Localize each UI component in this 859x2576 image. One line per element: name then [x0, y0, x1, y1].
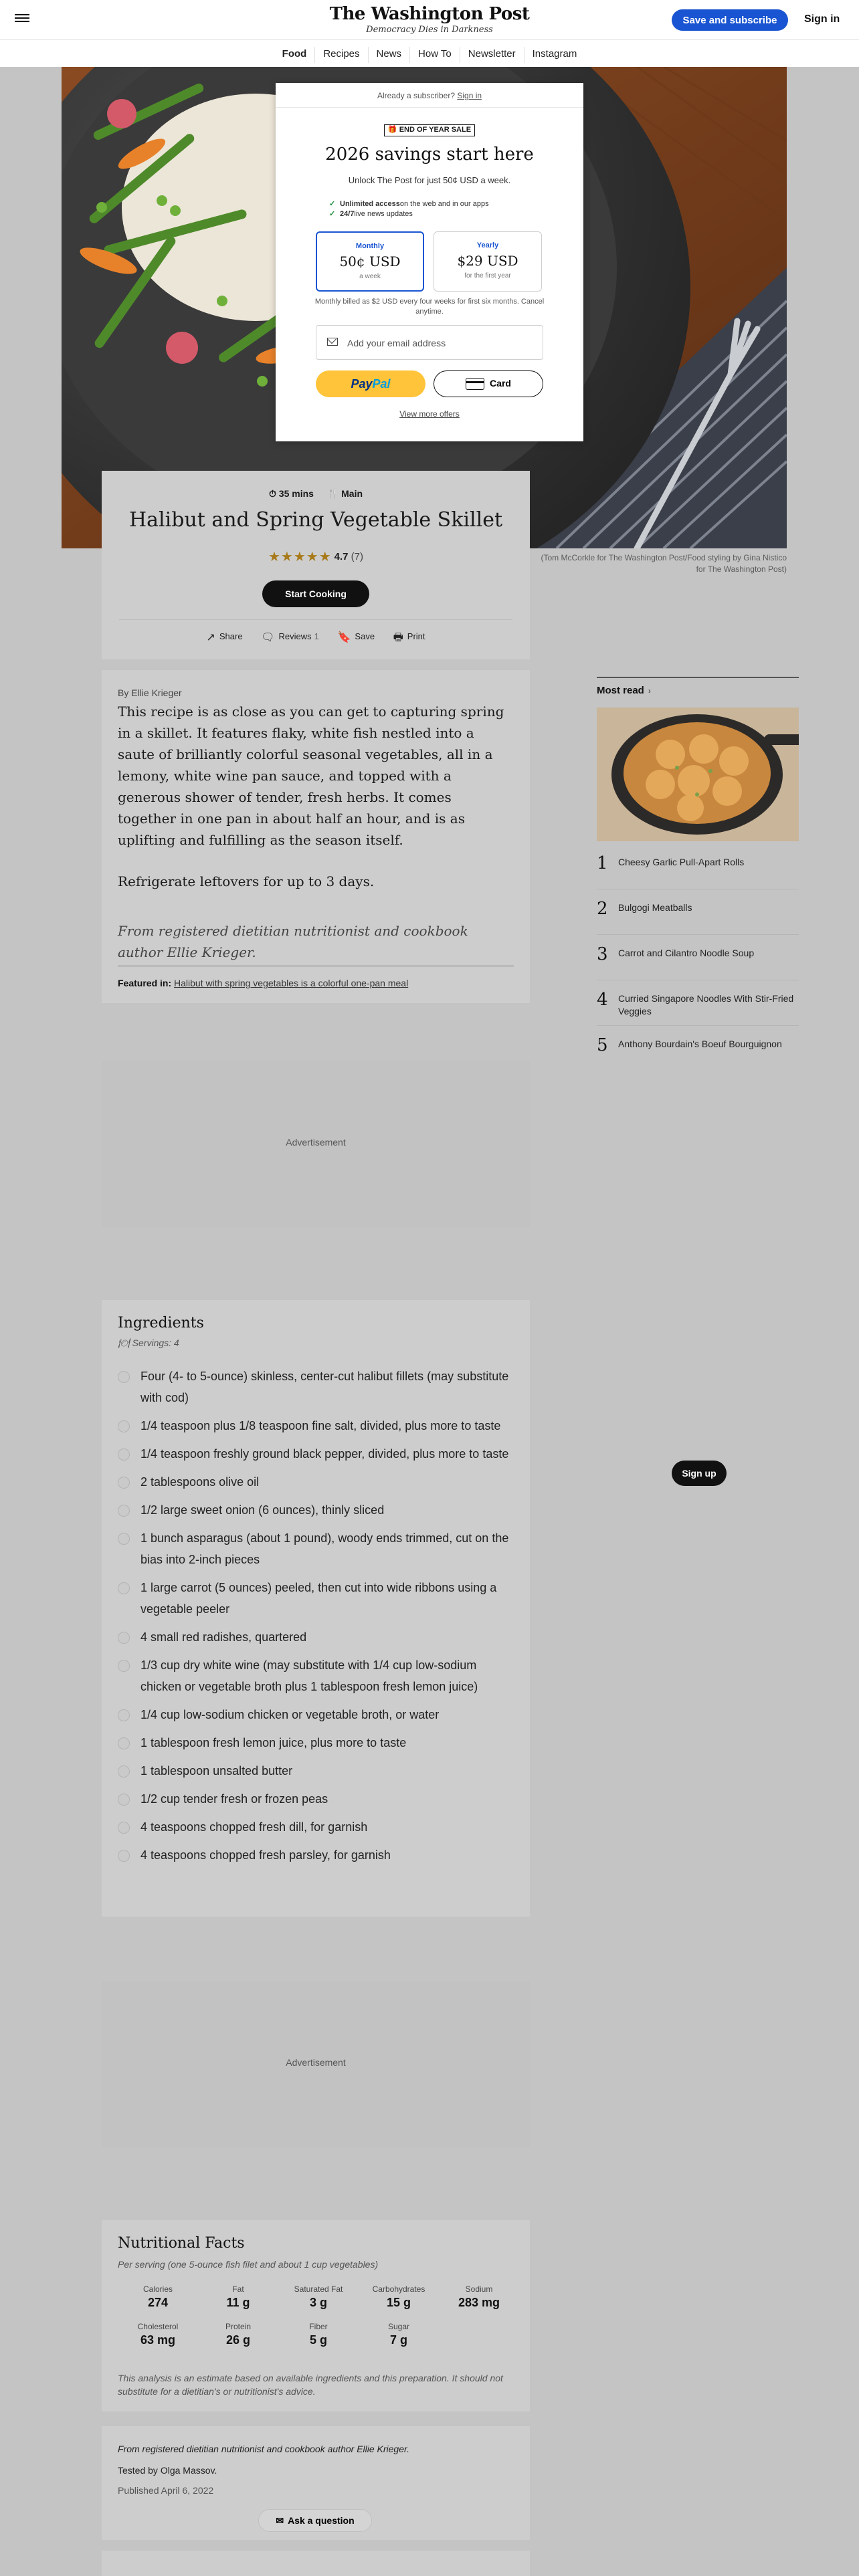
nutrition-value: 5 g — [309, 2333, 327, 2347]
reviews-button[interactable] — [261, 631, 319, 644]
nutrition-value: 11 g — [226, 2296, 250, 2309]
most-read-title: Carrot and Cilantro Noodle Soup — [618, 948, 755, 958]
ingredient-checkbox[interactable] — [118, 1660, 130, 1672]
servings-value: Servings: 4 — [132, 1337, 179, 1348]
benefit-text: on the web and in our apps — [399, 200, 489, 208]
photo-caption: (Tom McCorkle for The Washington Post/Food styling by Gina Nistico for The Washington Post) — [541, 553, 787, 574]
ask-question-button[interactable] — [258, 2509, 372, 2532]
nutrition-label: Fiber — [309, 2322, 328, 2331]
benefit-strong: 24/7 — [340, 210, 355, 218]
nutrition-fact — [118, 2284, 198, 2310]
nutrition-value: 15 g — [386, 2296, 411, 2309]
ingredient-checkbox[interactable] — [118, 1794, 130, 1806]
nutrition-label: Carbohydrates — [372, 2284, 425, 2294]
intro-text: This recipe is as close as you can get to capturing spring in a skillet. It features flaky, white fish nestled into a saute of brilliantly colorful seasonal vegetables, all in a lemony, white wine pan sauce, and topped with a generous shower of tender, fresh herbs. It comes together in one pan in about half an hour, and is as uplifting and fulfilling as the season itself. — [118, 704, 504, 848]
reviews-label: Reviews — [278, 631, 312, 641]
ingredient-item[interactable] — [118, 1415, 514, 1436]
recipe-source: From registered dietitian nutritionist and cookbook author Ellie Krieger. — [118, 2444, 410, 2454]
clock-icon: ⏱ — [268, 488, 279, 499]
ingredient-item[interactable] — [118, 1816, 514, 1838]
nav-item-recipes[interactable]: Recipes — [314, 47, 367, 63]
benefit-item — [329, 199, 489, 209]
rank-number: 3 — [597, 944, 608, 964]
print-label: Print — [407, 631, 425, 641]
advertisement-label: Advertisement — [286, 1137, 346, 1148]
ingredient-text: 1/2 cup tender fresh or frozen peas — [140, 1792, 328, 1806]
most-read-title: Anthony Bourdain's Boeuf Bourguignon — [618, 1039, 782, 1049]
ingredient-text: 2 tablespoons olive oil — [140, 1475, 260, 1489]
advertisement-slot[interactable] — [102, 1981, 530, 2148]
servings-icon: 🍽 — [118, 1337, 132, 1348]
ingredient-text: 1/4 teaspoon freshly ground black pepper, divided, plus more to taste — [140, 1447, 509, 1461]
rank-number: 5 — [597, 1035, 608, 1055]
star-rating-icon: ★★★★★ — [268, 550, 332, 564]
ingredient-checkbox[interactable] — [118, 1850, 130, 1862]
recipe-time — [269, 488, 314, 500]
nutrition-value: 283 mg — [458, 2296, 500, 2309]
nutrition-label: Saturated Fat — [294, 2284, 343, 2294]
rank-number: 4 — [597, 990, 608, 1010]
subscribe-modal — [276, 83, 583, 441]
ingredient-item[interactable] — [118, 1732, 514, 1753]
rating-value: 4.7 — [334, 551, 349, 562]
ingredient-item[interactable] — [118, 1499, 514, 1521]
nav-item-food[interactable]: Food — [282, 48, 307, 60]
benefit-text: live news updates — [354, 210, 413, 218]
plan-period: for the first year — [464, 272, 511, 280]
ingredient-text: 1/3 cup dry white wine (may substitute with 1/4 cup low-sodium chicken or vegetable broth plus 1 tablespoon fresh lemon juice) — [140, 1658, 478, 1693]
ingredient-checkbox[interactable] — [118, 1448, 130, 1461]
ingredient-checkbox[interactable] — [118, 1505, 130, 1517]
rank-number: 1 — [597, 853, 608, 873]
ingredient-item[interactable] — [118, 1577, 514, 1620]
bookmark-icon: 🔖 — [337, 632, 351, 643]
modal-title: 2026 savings start here — [325, 144, 534, 165]
nutrition-value: 26 g — [225, 2333, 251, 2347]
ingredient-checkbox[interactable] — [118, 1737, 130, 1749]
newsletter-signup-button[interactable]: Sign up — [672, 1461, 727, 1486]
nav-item-how-to[interactable]: How To — [409, 47, 460, 63]
card-button-label: Card — [490, 377, 511, 389]
ingredient-item[interactable] — [118, 1626, 514, 1648]
ingredient-text: 1/2 large sweet onion (6 ounces), thinly sliced — [140, 1503, 385, 1517]
modal-sign-in-link[interactable]: Sign in — [457, 91, 482, 100]
ingredient-item[interactable] — [118, 1844, 514, 1866]
ingredient-item[interactable] — [118, 1704, 514, 1725]
nutrition-fact — [278, 2284, 359, 2310]
next-card — [102, 2551, 530, 2576]
gift-icon: 🎁 — [387, 126, 399, 134]
most-read-thumbnail[interactable] — [597, 708, 799, 841]
nutrition-serving: Per serving (one 5-ounce fish filet and about 1 cup vegetables) — [118, 2259, 379, 2270]
view-more-offers-link[interactable]: View more offers — [399, 409, 460, 419]
actions-divider — [119, 619, 512, 620]
nutrition-label: Fat — [232, 2284, 244, 2294]
ingredient-checkbox[interactable] — [118, 1371, 130, 1383]
recipe-actions — [102, 630, 530, 648]
already-subscriber — [276, 91, 583, 100]
recipe-course-value: Main — [341, 488, 363, 499]
nutrition-fact — [198, 2322, 278, 2347]
nav-item-newsletter[interactable]: Newsletter — [460, 47, 524, 63]
nutrition-grid — [118, 2284, 519, 2347]
nutrition-label: Cholesterol — [137, 2322, 179, 2331]
sale-badge — [384, 124, 475, 136]
nutrition-title: Nutritional Facts — [118, 2235, 245, 2252]
ingredient-text: 1 tablespoon unsalted butter — [140, 1764, 293, 1778]
share-button[interactable] — [206, 631, 242, 644]
benefit-strong: Unlimited access — [340, 200, 400, 208]
nutrition-label: Calories — [142, 2284, 173, 2294]
ingredient-text: 4 small red radishes, quartered — [140, 1630, 307, 1644]
subscribe-button[interactable]: Save and subscribe — [672, 9, 788, 31]
paypal-logo-pay: Pay — [351, 377, 373, 391]
site-tagline: Democracy Dies in Darkness — [366, 25, 493, 35]
most-read-heading[interactable] — [597, 685, 651, 696]
most-read-item[interactable] — [597, 935, 799, 980]
plan-price: 50¢ USD — [339, 253, 401, 270]
ingredient-text: 1 bunch asparagus (about 1 pound), woody ends trimmed, cut on the bias into 2-inch pieces — [140, 1531, 509, 1566]
nutrition-fact — [359, 2322, 439, 2347]
featured-in — [118, 978, 408, 988]
ingredient-text: 1 tablespoon fresh lemon juice, plus more to taste — [140, 1736, 407, 1749]
ingredient-text: 4 teaspoons chopped fresh dill, for garnish — [140, 1820, 368, 1834]
rating-count: (7) — [351, 551, 364, 562]
nutrition-fact — [198, 2284, 278, 2310]
check-icon: ✓ — [329, 200, 336, 208]
ingredient-checkbox[interactable] — [118, 1822, 130, 1834]
most-read-item[interactable] — [597, 844, 799, 889]
ingredient-item[interactable] — [118, 1654, 514, 1697]
email-input[interactable] — [347, 335, 535, 351]
recipe-course — [327, 488, 363, 500]
most-read-title: Curried Singapore Noodles With Stir-Fried Veggies — [618, 993, 794, 1016]
nutrition-fact — [278, 2322, 359, 2347]
recipe-meta — [102, 488, 530, 500]
recipe-rating[interactable] — [102, 548, 530, 565]
ingredient-checkbox[interactable] — [118, 1420, 130, 1432]
paypal-button[interactable] — [316, 370, 425, 397]
start-cooking-button[interactable]: Start Cooking — [262, 580, 369, 607]
plan-price: $29 USD — [457, 253, 518, 269]
reviews-count: 1 — [314, 631, 319, 641]
already-subscriber-text: Already a subscriber? — [377, 91, 455, 100]
envelope-icon: ✉ — [276, 2514, 284, 2526]
section-nav — [0, 40, 859, 67]
card-button[interactable] — [434, 370, 543, 397]
nutrition-label: Sugar — [387, 2322, 410, 2331]
nutrition-fact — [118, 2322, 198, 2347]
modal-divider — [276, 107, 583, 108]
nutrition-label: Sodium — [465, 2284, 493, 2294]
recipe-header-card — [102, 471, 530, 659]
ingredient-text: Four (4- to 5-ounce) skinless, center-cut halibut fillets (may substitute with cod) — [140, 1370, 509, 1404]
plan-period: a week — [359, 273, 381, 280]
most-read-list — [597, 844, 799, 1071]
recipe-intro-card — [102, 670, 530, 1003]
utensils-icon: 🍴 — [326, 488, 342, 499]
ingredient-item[interactable] — [118, 1366, 514, 1408]
ingredient-item[interactable] — [118, 1527, 514, 1570]
featured-article-link[interactable]: Halibut with spring vegetables is a colorful one-pan meal — [174, 978, 409, 988]
plan-monthly[interactable] — [316, 231, 424, 292]
most-read-item[interactable] — [597, 1026, 799, 1071]
sale-badge-label: END OF YEAR SALE — [399, 126, 472, 134]
nav-item-instagram[interactable]: Instagram — [524, 47, 585, 63]
ask-question-label: Ask a question — [288, 2514, 355, 2526]
credit-card-icon — [466, 378, 484, 390]
recipe-tester: Tested by Olga Massov. — [118, 2465, 217, 2476]
top-bar — [0, 0, 859, 40]
plan-name: Yearly — [476, 241, 499, 249]
print-button[interactable] — [393, 630, 425, 648]
plan-yearly[interactable] — [434, 231, 542, 292]
nutrition-label: Protein — [225, 2322, 252, 2331]
advertisement-slot[interactable] — [102, 1061, 530, 1228]
byline[interactable]: By Ellie Krieger — [118, 687, 182, 698]
site-logo[interactable]: The Washington Post — [329, 4, 530, 24]
advertisement-label: Advertisement — [286, 2057, 346, 2068]
servings — [118, 1337, 179, 1349]
nutrition-value: 274 — [147, 2296, 169, 2309]
recipe-time-value: 35 mins — [278, 488, 314, 499]
email-field[interactable] — [316, 325, 543, 360]
plan-name: Monthly — [355, 242, 385, 250]
most-read-divider — [597, 677, 799, 678]
ingredient-item[interactable] — [118, 1443, 514, 1465]
ingredients-title: Ingredients — [118, 1315, 204, 1331]
featured-label: Featured in: — [118, 978, 172, 988]
most-read-item[interactable] — [597, 980, 799, 1026]
share-label: Share — [219, 631, 243, 641]
sign-in-link[interactable]: Sign in — [804, 13, 840, 25]
ingredient-text: 4 teaspoons chopped fresh parsley, for garnish — [140, 1848, 391, 1862]
storage-note: Refrigerate leftovers for up to 3 days. — [118, 873, 375, 889]
share-icon: ↗ — [206, 632, 215, 643]
most-read-title: Bulgogi Meatballs — [618, 902, 692, 913]
ingredient-item[interactable] — [118, 1471, 514, 1493]
save-button[interactable] — [338, 631, 375, 644]
source-note: From registered dietitian nutritionist and cookbook author Ellie Krieger. — [118, 923, 468, 960]
ingredient-checkbox[interactable] — [118, 1477, 130, 1489]
most-read-label: Most read — [597, 685, 644, 696]
recipe-credits-card — [102, 2426, 530, 2540]
nutrition-value: 7 g — [389, 2333, 407, 2347]
publish-date: Published April 6, 2022 — [118, 2485, 214, 2496]
ingredient-text: 1/4 teaspoon plus 1/8 teaspoon fine salt, divided, plus more to taste — [140, 1419, 501, 1432]
check-icon: ✓ — [329, 210, 336, 218]
comment-icon: 🗨 — [261, 632, 275, 643]
benefit-list — [329, 199, 489, 219]
rank-number: 2 — [597, 899, 608, 919]
most-read-title: Cheesy Garlic Pull-Apart Rolls — [618, 857, 745, 867]
nutrition-value: 3 g — [309, 2296, 327, 2309]
paypal-logo-pal: Pal — [372, 377, 391, 391]
ingredient-checkbox[interactable] — [118, 1632, 130, 1644]
print-icon: 🖶 — [393, 632, 403, 643]
ingredient-text: 1 large carrot (5 ounces) peeled, then cut into wide ribbons using a vegetable peeler — [140, 1581, 497, 1616]
ingredient-checkbox[interactable] — [118, 1709, 130, 1721]
nutrition-value: 63 mg — [140, 2333, 176, 2347]
nutrition-fact — [359, 2284, 439, 2310]
ingredient-text: 1/4 cup low-sodium chicken or vegetable broth, or water — [140, 1708, 440, 1721]
ingredient-item[interactable] — [118, 1788, 514, 1810]
modal-subtitle: Unlock The Post for just 50¢ USD a week. — [348, 175, 511, 185]
recipe-title: Halibut and Spring Vegetable Skillet — [128, 508, 503, 532]
benefit-item — [329, 209, 489, 219]
ingredient-item[interactable] — [118, 1760, 514, 1782]
nutrition-card — [102, 2220, 530, 2411]
nutrition-disclaimer: This analysis is an estimate based on available ingredients and this preparation. It should not substitute for a dietitian's or nutritionist's advice. — [118, 2373, 503, 2397]
ingredients-card — [102, 1300, 530, 1917]
ingredient-checkbox[interactable] — [118, 1582, 130, 1594]
most-read-item[interactable] — [597, 889, 799, 935]
nutrition-fact — [439, 2284, 519, 2310]
save-label: Save — [355, 631, 375, 641]
ingredient-checkbox[interactable] — [118, 1765, 130, 1778]
chevron-right-icon: › — [648, 686, 651, 695]
ingredient-checkbox[interactable] — [118, 1533, 130, 1545]
nav-item-news[interactable]: News — [368, 47, 410, 63]
envelope-icon — [327, 338, 338, 346]
billing-note: Monthly billed as $2 USD every four weeks for first six months. Cancel anytime. — [314, 298, 545, 316]
ingredient-list — [118, 1366, 514, 1872]
